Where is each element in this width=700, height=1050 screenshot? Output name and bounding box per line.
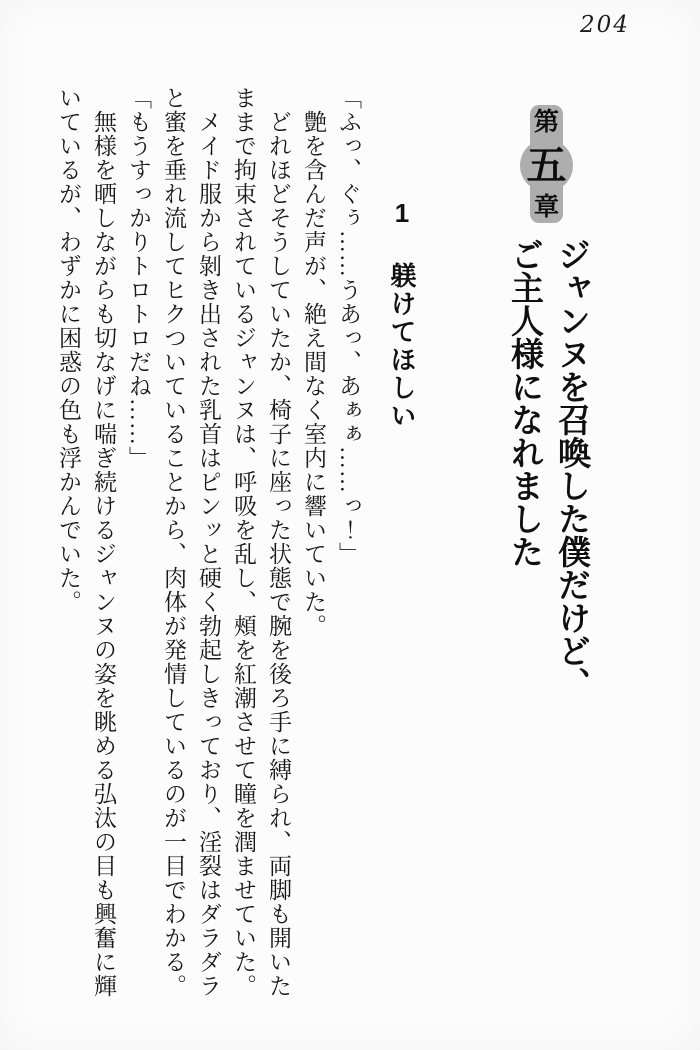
- section-heading: 1 躾けてほしい: [387, 198, 417, 430]
- body-column-3: どれほどそうしていたか、椅子に座った状態で腕を後ろ手に縛られ、両脚も開いた: [266, 110, 291, 998]
- chapter-title-line-2: ご主人様になれました: [507, 238, 544, 568]
- page-number: 204: [580, 12, 630, 38]
- body-column-7: 「もうすっかりトロトロだね……」: [126, 86, 151, 470]
- body-column-9: いているが、わずかに困惑の色も浮かんでいた。: [56, 86, 81, 614]
- body-column-6: と蜜を垂れ流してヒクついていることから、肉体が発情しているのが一目でわかる。: [161, 86, 186, 998]
- body-column-4: ままで拘束されているジャンヌは、呼吸を乱し、頰を紅潮させて瞳を潤ませていた。: [231, 86, 256, 998]
- body-column-5: メイド服から剝き出された乳首はピンッと硬く勃起しきっており、淫裂はダラダラ: [196, 110, 221, 998]
- chapter-title: [502, 238, 596, 718]
- chapter-emblem-prefix: 第: [533, 108, 559, 136]
- body-column-2: 艶を含んだ声が、絶え間なく室内に響いていた。: [301, 110, 326, 638]
- chapter-title-line-1: ジャンヌを召喚した僕だけど、: [554, 238, 591, 700]
- chapter-emblem-number: 五: [526, 144, 567, 188]
- chapter-emblem-suffix: 章: [533, 193, 559, 221]
- chapter-emblem: [516, 103, 577, 227]
- body-text: [48, 86, 366, 1034]
- body-column-8: 無様を晒しながらも切なげに喘ぎ続けるジャンヌの姿を眺める弘汰の目も興奮に輝: [91, 110, 116, 998]
- body-column-1: 「ふっ、ぐぅ……うあっ、あぁぁ……っ！」: [336, 86, 361, 566]
